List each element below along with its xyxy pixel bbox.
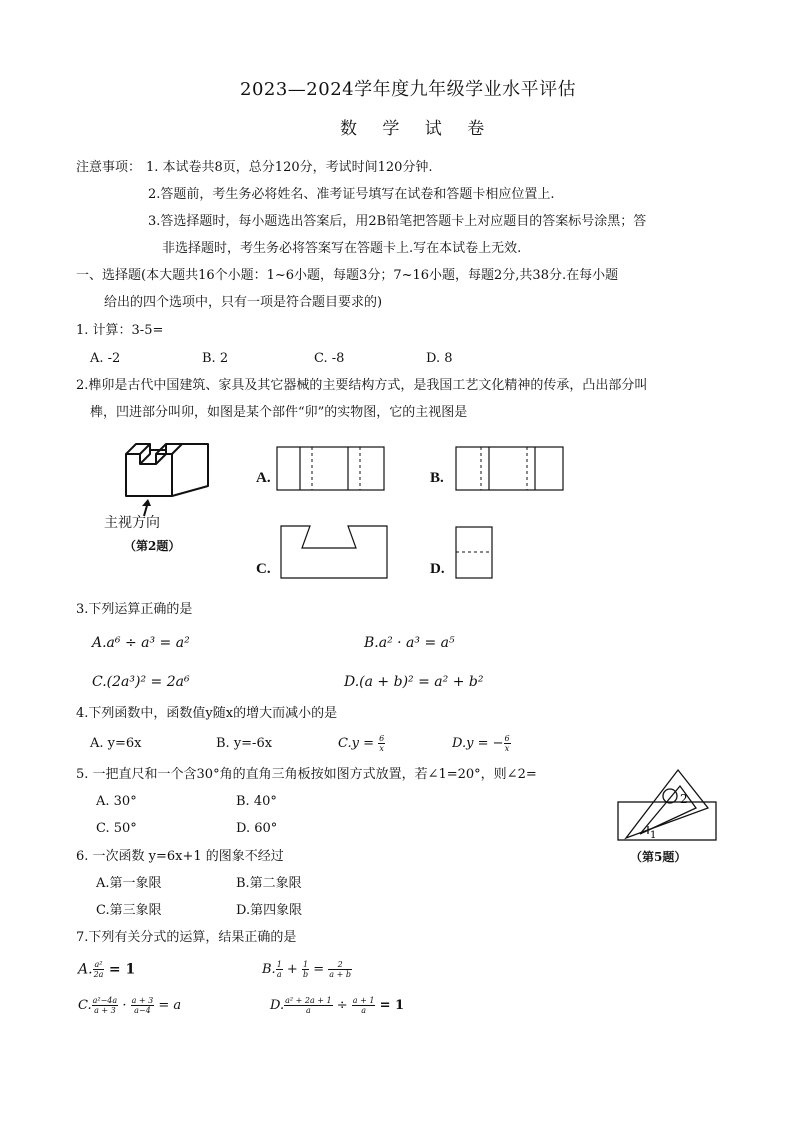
q5-angle-2-label: 2 bbox=[680, 792, 688, 806]
q3-option-b: B.a² · a³ = a⁵ bbox=[364, 635, 455, 651]
note-item-1: 1. 本试卷共8页，总分120分，考试时间120分钟. bbox=[146, 160, 433, 175]
q7-a-prefix: A. bbox=[78, 961, 93, 978]
q2-option-c-figure bbox=[280, 522, 390, 580]
q4-option-c-prefix: C.y = bbox=[338, 736, 379, 751]
q4-d-num: 6 bbox=[504, 734, 510, 743]
note-item-4: 非选择题时，考生务必将答案写在答题卡上.写在本试卷上无效. bbox=[162, 241, 522, 256]
q4-option-b: B. y=-6x bbox=[216, 736, 273, 751]
q4-option-c-fraction bbox=[378, 734, 385, 753]
q3-option-d: D.(a + b)² = a² + b² bbox=[344, 674, 484, 690]
q7-d-d2: a bbox=[361, 1006, 367, 1015]
q6-option-b: B.第二象限 bbox=[236, 876, 302, 891]
q7-c-n2: a + 3 bbox=[131, 996, 154, 1005]
q7-d-n1: a² + 2a + 1 bbox=[285, 996, 332, 1005]
q4-stem: 4.下列函数中，函数值y随x的增大而减小的是 bbox=[76, 706, 338, 721]
section-heading: 一、选择题(本大题共16个小题：1~6小题，每题3分；7~16小题，每题2分,共38分.在每小题 bbox=[76, 268, 619, 283]
q2-label-d: D. bbox=[430, 561, 445, 577]
q5-option-a: A. 30° bbox=[96, 794, 137, 809]
q5-option-b: B. 40° bbox=[236, 794, 277, 809]
q2-mortise-figure bbox=[118, 436, 218, 516]
q6-option-c: C.第三象限 bbox=[96, 903, 162, 918]
q7-b-n3: 2 bbox=[328, 960, 352, 970]
q2-label-b: B. bbox=[430, 470, 444, 486]
q7-option-c bbox=[78, 996, 181, 1015]
q2-caption: （第2题） bbox=[124, 539, 181, 553]
q7-c-d2: a−4 bbox=[134, 1006, 151, 1015]
q7-b-n2: 1 bbox=[302, 960, 309, 969]
q7-c-frac-1 bbox=[92, 996, 119, 1015]
q6-option-a: A.第一象限 bbox=[96, 876, 162, 891]
exam-title: 2023—2024学年度九年级学业水平评估 bbox=[240, 79, 577, 100]
q5-angle-1-label: 1 bbox=[650, 830, 657, 841]
q6-option-d: D.第四象限 bbox=[236, 903, 303, 918]
q2-stem-1: 2.榫卯是古代中国建筑、家具及其它器械的主要结构方式，是我国工艺文化精神的传承，凸出部分叫 bbox=[76, 378, 648, 393]
q2-option-d-figure bbox=[455, 526, 495, 580]
exam-subtitle: 数 学 试 卷 bbox=[340, 119, 495, 139]
q5-ruler-triangle-figure bbox=[610, 768, 720, 844]
q2-option-a-figure bbox=[276, 446, 386, 492]
q4-c-den: x bbox=[379, 744, 384, 753]
q7-b-d3: a + b bbox=[329, 970, 351, 979]
q7-stem: 7.下列有关分式的运算，结果正确的是 bbox=[76, 930, 297, 945]
q7-d-prefix: D. bbox=[270, 998, 285, 1013]
q1-option-d: D. 8 bbox=[426, 351, 453, 366]
q7-d-frac-2 bbox=[352, 996, 376, 1015]
q7-a-suffix: = 1 bbox=[108, 961, 136, 978]
q3-stem: 3.下列运算正确的是 bbox=[76, 602, 193, 617]
q5-option-c: C. 50° bbox=[96, 821, 137, 836]
q4-d-den: x bbox=[504, 744, 510, 753]
q2-stem-2: 榫，凹进部分叫卯，如图是某个部件“卯”的实物图，它的主视图是 bbox=[90, 405, 468, 420]
q4-c-num: 6 bbox=[379, 734, 385, 743]
q7-b-n1: 1 bbox=[276, 960, 282, 969]
q1-option-b: B. 2 bbox=[202, 351, 229, 366]
q4-option-c bbox=[338, 734, 385, 753]
q5-option-d: D. 60° bbox=[236, 821, 278, 836]
q2-label-a: A. bbox=[256, 470, 271, 486]
q7-d-d1: a bbox=[305, 1006, 311, 1015]
q7-d-n2: a + 1 bbox=[352, 996, 375, 1005]
q1-stem: 1. 计算：3-5= bbox=[76, 323, 164, 338]
q5-stem: 5. 一把直尺和一个含30°角的直角三角板按如图方式放置，若∠1=20°，则∠2= bbox=[76, 767, 537, 782]
q6-stem: 6. 一次函数 y=6x+1 的图象不经过 bbox=[76, 849, 284, 864]
q7-d-div: ÷ bbox=[336, 998, 348, 1013]
q7-a-fraction bbox=[93, 960, 105, 979]
section-heading-cont: 给出的四个选项中，只有一项是符合题目要求的) bbox=[104, 295, 383, 310]
note-item-2: 2.答题前，考生务必将姓名、准考证号填写在试卷和答题卡相应位置上. bbox=[148, 187, 555, 202]
q7-c-n1: a²−4a bbox=[92, 996, 118, 1005]
q4-option-d bbox=[452, 734, 511, 753]
q7-c-frac-2 bbox=[131, 996, 155, 1015]
q7-b-frac-3 bbox=[328, 960, 352, 979]
q2-option-b-figure bbox=[455, 446, 565, 492]
q7-c-suffix: = a bbox=[158, 998, 182, 1013]
q7-b-d1: a bbox=[276, 970, 282, 979]
q7-a-den: 2a bbox=[93, 970, 104, 979]
q7-b-d2: b bbox=[302, 970, 309, 979]
q7-b-prefix: B. bbox=[262, 962, 276, 977]
q7-option-b bbox=[262, 960, 352, 979]
q7-a-num: a² bbox=[94, 960, 103, 969]
q7-d-suffix: = 1 bbox=[379, 998, 405, 1013]
q7-b-frac-1 bbox=[276, 960, 283, 979]
q1-option-c: C. -8 bbox=[314, 351, 345, 366]
q7-option-d bbox=[270, 996, 404, 1015]
q7-b-frac-2 bbox=[302, 960, 309, 979]
q4-option-d-fraction bbox=[504, 734, 511, 753]
note-item-3: 3.答选择题时，每小题选出答案后，用2B铅笔把答题卡上对应题目的答案标号涂黑；答 bbox=[148, 214, 647, 229]
q7-d-frac-1 bbox=[284, 996, 333, 1015]
q7-b-plus: + bbox=[286, 962, 298, 977]
q1-option-a: A. -2 bbox=[90, 351, 121, 366]
q7-c-dot: · bbox=[122, 998, 127, 1013]
q7-option-a bbox=[78, 960, 135, 979]
q3-option-a: A.a⁶ ÷ a³ = a² bbox=[92, 635, 190, 651]
q2-view-direction: 主视方向 bbox=[104, 515, 160, 531]
q5-caption: （第5题） bbox=[630, 850, 687, 864]
q7-b-eq: = bbox=[313, 962, 325, 977]
q7-c-d1: a + 3 bbox=[94, 1006, 116, 1015]
q4-option-a: A. y=6x bbox=[90, 736, 142, 751]
q2-label-c: C. bbox=[256, 561, 271, 577]
q4-option-d-prefix: D.y = − bbox=[452, 736, 504, 751]
q3-option-c: C.(2a³)² = 2a⁶ bbox=[92, 674, 190, 690]
notes-label: 注意事项： bbox=[76, 160, 142, 175]
q7-c-prefix: C. bbox=[78, 998, 92, 1013]
